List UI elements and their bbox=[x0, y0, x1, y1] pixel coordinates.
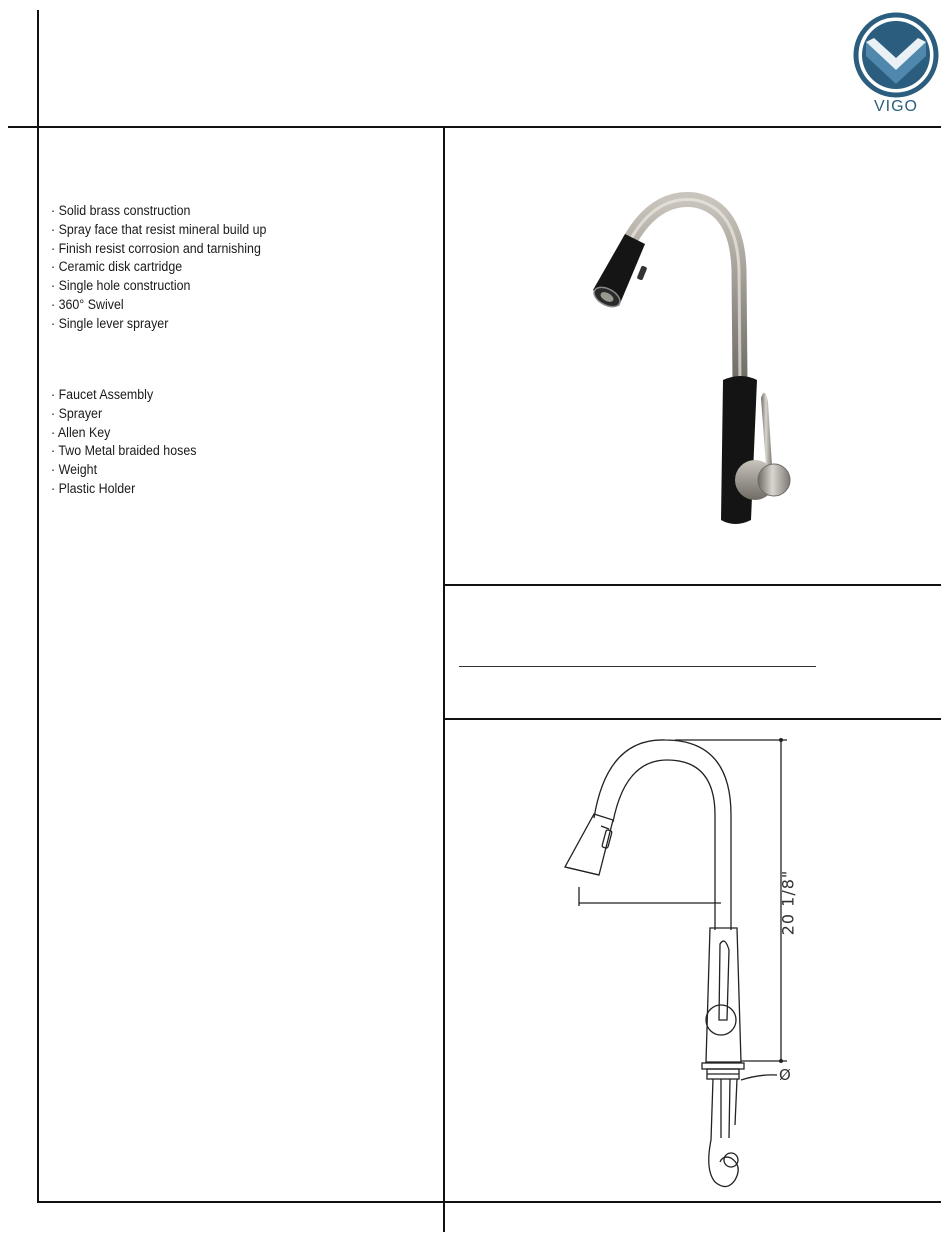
drawing-section-divider bbox=[445, 718, 941, 720]
list-item: · Allen Key bbox=[51, 424, 111, 440]
list-item: · Faucet Assembly bbox=[51, 387, 154, 402]
vigo-logo-mark bbox=[852, 12, 940, 98]
technical-drawing bbox=[555, 730, 805, 1200]
included-items-list bbox=[51, 386, 196, 499]
blank-underline bbox=[459, 666, 816, 667]
vigo-logo bbox=[852, 12, 940, 116]
product-photo bbox=[585, 190, 805, 530]
header-divider bbox=[8, 126, 941, 128]
list-item: · 360° Swivel bbox=[51, 296, 124, 312]
footer-divider bbox=[37, 1201, 941, 1203]
diameter-symbol: Ø bbox=[779, 1066, 791, 1084]
list-item: · Solid brass construction bbox=[51, 203, 191, 218]
list-item: · Spray face that resist mineral build up bbox=[51, 221, 267, 237]
list-item: · Two Metal braided hoses bbox=[51, 443, 197, 459]
logo-wordmark: VIGO bbox=[873, 98, 918, 115]
height-dimension-label: 20 1/8" bbox=[778, 869, 798, 936]
image-section-divider bbox=[445, 584, 941, 586]
list-item: · Finish resist corrosion and tarnishing bbox=[51, 240, 261, 256]
list-item: · Sprayer bbox=[51, 405, 103, 421]
features-list bbox=[51, 202, 266, 334]
frame-left-border bbox=[37, 10, 39, 1203]
list-item: · Single hole construction bbox=[51, 278, 191, 294]
list-item: · Single lever sprayer bbox=[51, 315, 169, 331]
list-item: · Weight bbox=[51, 462, 98, 478]
list-item: · Ceramic disk cartridge bbox=[51, 259, 183, 275]
list-item: · Plastic Holder bbox=[51, 480, 136, 496]
column-divider bbox=[443, 126, 445, 1232]
